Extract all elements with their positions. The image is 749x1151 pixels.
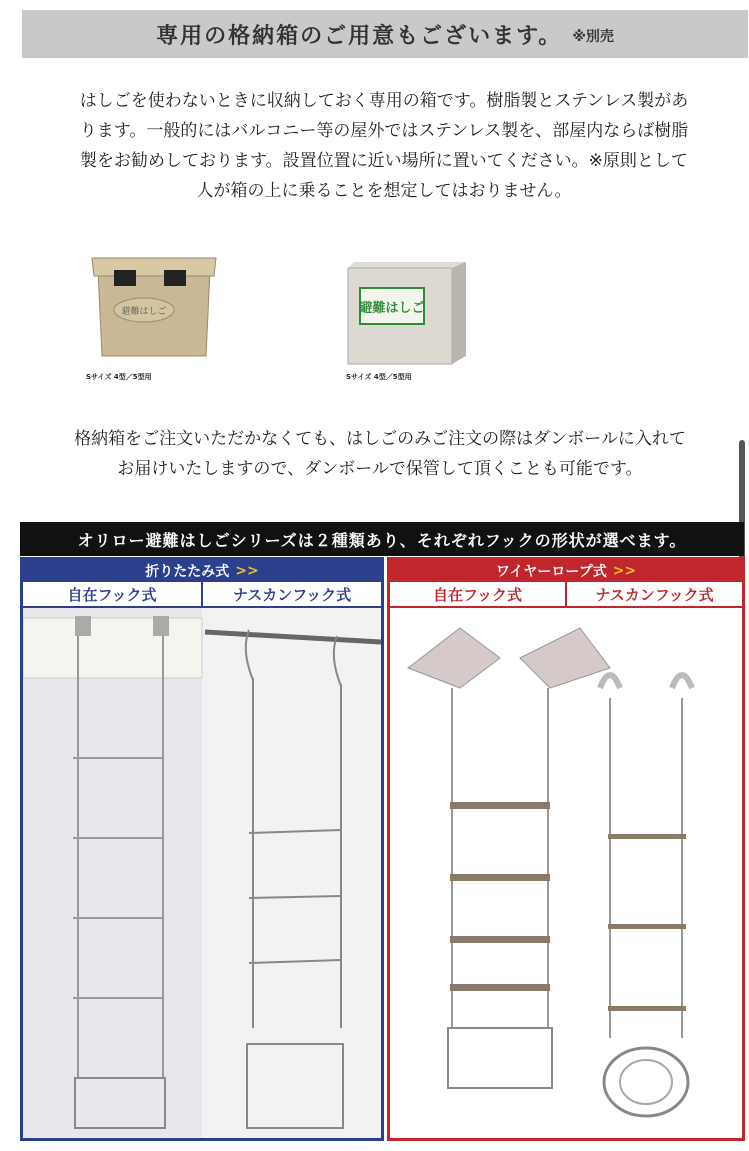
option-free-hook: 自在フック式 bbox=[390, 582, 565, 606]
panel-title-text: 折りたたみ式 bbox=[145, 564, 230, 580]
box-caption: Sサイズ 4型／5型用 bbox=[86, 373, 152, 381]
note-line: 格納箱をご注文いただかなくても、はしごのみご注文の際はダンボールに入れて bbox=[74, 429, 686, 449]
series-banner: オリロー避難はしごシリーズは２種類あり、それぞれフックの形状が選べます。 bbox=[20, 522, 744, 556]
option-snap-hook: ナスカンフック式 bbox=[565, 582, 742, 606]
arrow-icon: >> bbox=[235, 563, 259, 579]
hook-option-row bbox=[390, 582, 742, 608]
sold-separately-note: ※別売 bbox=[572, 29, 614, 45]
stainless-storage-box-image bbox=[346, 262, 470, 366]
intro-line: 製をお勧めしております。設置位置に近い場所に置いてください。※原則として bbox=[80, 151, 688, 171]
box-label: 避難はしご bbox=[121, 307, 167, 317]
wire-rope-type-panel bbox=[387, 557, 745, 1141]
wire-rope-ladder-photo bbox=[390, 608, 742, 1138]
intro-line: はしごを使わないときに収納しておく専用の箱です。樹脂製とステンレス製があ bbox=[79, 91, 689, 111]
intro-paragraph bbox=[28, 86, 740, 206]
box-caption: Sサイズ 4型／5型用 bbox=[346, 373, 412, 381]
resin-storage-box-image bbox=[84, 248, 224, 364]
hook-option-row bbox=[23, 582, 381, 608]
intro-line: 人が箱の上に乗ることを想定してはおりません。 bbox=[196, 181, 572, 201]
panel-title bbox=[390, 560, 742, 582]
panel-title-text: ワイヤーロープ式 bbox=[495, 564, 607, 580]
section-title: 専用の格納箱のご用意もございます。 bbox=[156, 23, 563, 49]
option-snap-hook: ナスカンフック式 bbox=[201, 582, 381, 606]
arrow-icon: >> bbox=[612, 563, 637, 579]
folding-ladder-photo bbox=[23, 608, 381, 1138]
section-header bbox=[22, 10, 748, 58]
cardboard-note bbox=[20, 424, 740, 484]
panel-title bbox=[23, 560, 381, 582]
note-line: お届けいたしますので、ダンボールで保管して頂くことも可能です。 bbox=[117, 459, 643, 479]
option-free-hook: 自在フック式 bbox=[23, 582, 201, 606]
folding-type-panel bbox=[20, 557, 384, 1141]
box-label: 避難はしご bbox=[359, 301, 425, 316]
intro-line: ります。一般的にはバルコニー等の屋外ではステンレス製を、部屋内ならば樹脂 bbox=[79, 121, 689, 141]
